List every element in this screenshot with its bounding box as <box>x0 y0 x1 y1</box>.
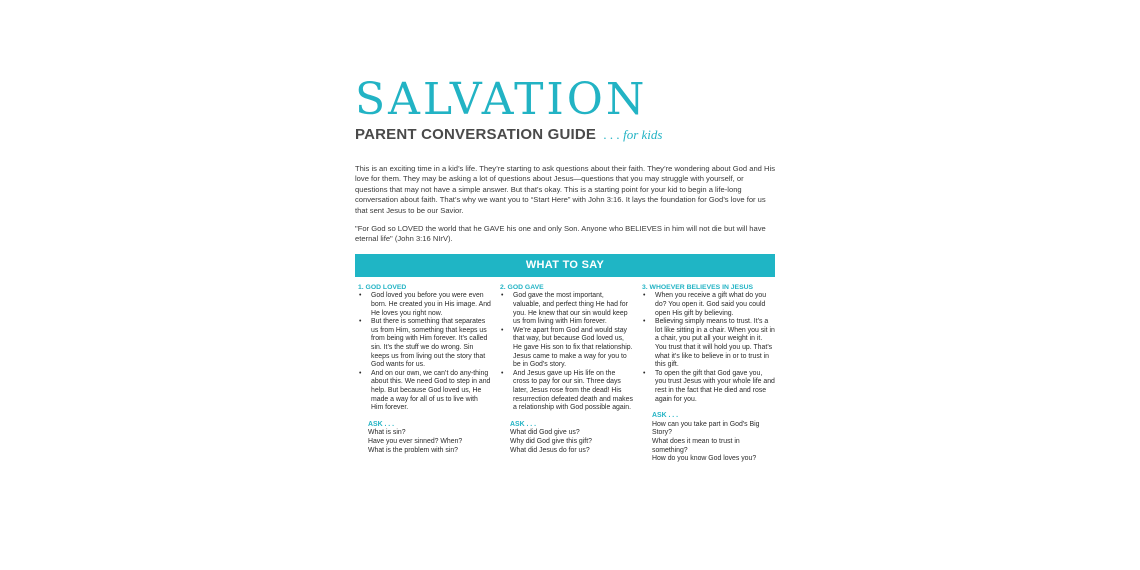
bullet-list <box>642 292 775 404</box>
column-heading: 3. WHOEVER BELIEVES IN JESUS <box>642 283 754 291</box>
ask-label: ASK . . . <box>652 412 679 420</box>
ask-question: Why did God give this gift? <box>510 437 592 445</box>
ask-question: What does it mean to trust in something? <box>652 437 740 454</box>
bullet-list <box>358 292 491 412</box>
bullet-item: • We’re apart from God and would stay that way, but because God loved us, He gave His son to fix that relationship. Jesus came to make a way for you to be in God’s story. <box>500 327 633 370</box>
ask-question: What did God give us? <box>510 429 580 437</box>
ask-question: What is the problem with sin? <box>368 446 458 454</box>
bullet-item: • And Jesus gave up His life on the cross to pay for our sin. Three days later, Jesus rose from the dead! His resurrection defeated death and makes a relationship with God possible again. <box>500 370 633 413</box>
bullet-item: • When you receive a gift what do you do? You open it. God said you could open His gift by believing. <box>642 292 775 318</box>
page-subtitle: PARENT CONVERSATION GUIDE <box>355 126 597 143</box>
bullet-item: • God loved you before you were even born. He created you in His image. And He loves you right now. <box>358 292 491 318</box>
guide-page <box>355 74 775 464</box>
intro-section <box>355 164 775 245</box>
bullet-list <box>500 292 633 412</box>
bullet-item: • To open the gift that God gave you, you trust Jesus with your whole life and rest in the fact that He died and rose again for you. <box>642 370 775 404</box>
page-title: SALVATION <box>355 74 648 125</box>
column-god-gave <box>500 284 633 464</box>
ask-question: How can you take part in God’s Big Story? <box>652 420 760 437</box>
column-heading: 2. GOD GAVE <box>500 283 544 291</box>
intro-paragraph: This is an exciting time in a kid’s life. They’re starting to ask questions about their faith. They’re wondering about God and His love for them. They may be asking a lot of questions about Jesus—questions that you may struggle with yourself, or questions that may not have a simple answer. But that’s okay. This is a starting point for your kid to begin a life-long conversation about faith. That’s why we want you to “Start Here” with John 3:16. It lays the foundation for God’s love for us that sent Jesus to be our Savior. <box>355 164 775 215</box>
ask-question: How do you know God loves you? <box>652 455 757 463</box>
subtitle-row <box>355 126 775 144</box>
bullet-item: • Believing simply means to trust. It’s a lot like sitting in a chair. When you sit in a chair, you put all your weight in it. You trust that it will hold you up. That’s what it’s like to believe in or to trust in this gift. <box>642 318 775 370</box>
page-tagline: . . . for kids <box>603 127 663 142</box>
bullet-item: • And on our own, we can’t do any-thing about this. We need God to step in and help. But because God loved us, He made a way for all of us to live with Him forever. <box>358 370 491 413</box>
column-god-loved <box>358 284 491 464</box>
bullet-item: • God gave the most important, valuable, and perfect thing He had for you. He knew that our sin would keep us from living with Him forever. <box>500 292 633 326</box>
ask-question: Have you ever sinned? When? <box>368 437 463 445</box>
ask-label: ASK . . . <box>368 420 395 428</box>
column-whoever-believes <box>642 284 775 464</box>
scripture-quote: "For God so LOVED the world that he GAVE his one and only Son. Anyone who BELIEVES in him will not die but will have eternal life" (John 3:16 NIrV). <box>355 224 766 244</box>
ask-label: ASK . . . <box>510 420 537 428</box>
column-heading: 1. GOD LOVED <box>358 283 407 291</box>
columns <box>355 284 775 464</box>
bullet-item: • But there is something that separates us from Him, something that keeps us from being with Him forever. It’s called sin. It’s the stuff we do wrong. Sin keeps us from living out the story that God wants for us. <box>358 318 491 370</box>
what-to-say-banner: WHAT TO SAY <box>355 254 775 277</box>
ask-question: What did Jesus do for us? <box>510 446 590 454</box>
ask-question: What is sin? <box>368 429 406 437</box>
